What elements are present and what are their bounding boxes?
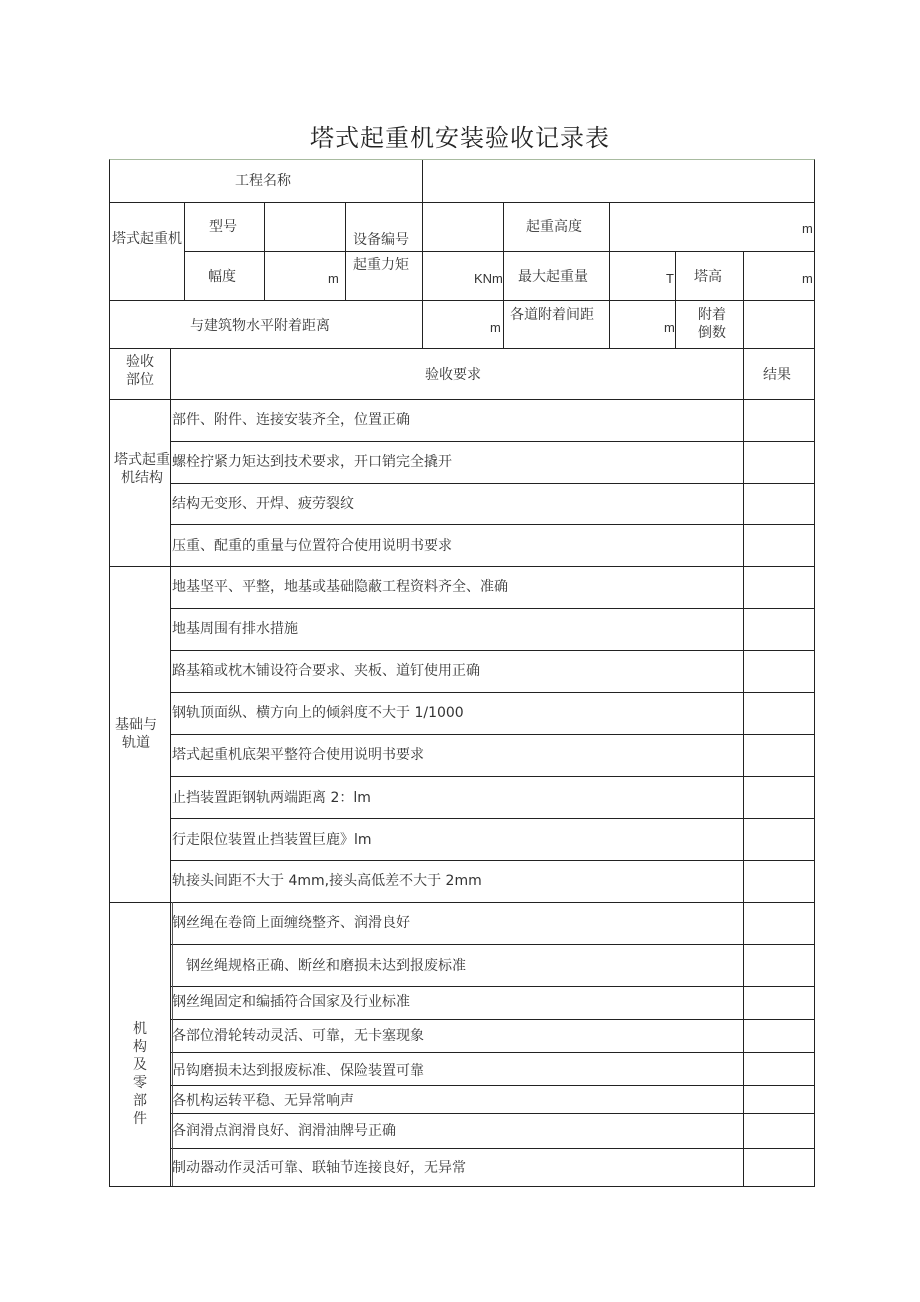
- requirement-item: 钢丝绳规格正确、断丝和磨损未达到报废标准: [186, 958, 466, 974]
- section-name: 基础与轨道: [115, 717, 157, 751]
- requirement-item: 压重、配重的重量与位置符合使用说明书要求: [172, 538, 452, 554]
- requirement-item: 钢丝绳在卷筒上面缠绕整齐、润滑良好: [172, 915, 410, 931]
- equipment-no-label: 设备编号: [353, 232, 409, 248]
- inspection-table: [109, 159, 815, 1187]
- requirement-item: 吊钩磨损未达到报废标准、保险装置可靠: [172, 1063, 424, 1079]
- lift-height-unit: m: [802, 221, 813, 236]
- attach-spacing-label: 各道附着间距: [510, 307, 594, 323]
- moment-label: 起重力矩: [353, 257, 409, 273]
- requirement-item: 各机构运转平稳、无异常响声: [172, 1093, 354, 1109]
- model-label: 型号: [209, 219, 237, 235]
- requirement-item: 螺栓拧紧力矩达到技术要求，开口销完全撬开: [172, 454, 452, 470]
- requirement-item: 止挡装置距钢轨两端距离 2：lm: [172, 790, 371, 806]
- col-requirement-header: 验收要求: [425, 367, 481, 383]
- lift-height-label: 起重高度: [526, 219, 582, 235]
- requirement-item: 钢丝绳固定和编插符合国家及行业标准: [172, 994, 410, 1010]
- requirement-item: 制动器动作灵活可靠、联轴节连接良好，无异常: [172, 1160, 466, 1176]
- radius-unit: m: [328, 271, 339, 286]
- col-result-header: 结果: [763, 367, 791, 383]
- section-name: 塔式起重机结构: [114, 452, 170, 486]
- requirement-item: 塔式起重机底架平整符合使用说明书要求: [172, 747, 424, 763]
- model-value[interactable]: [270, 218, 340, 238]
- section-name: 机构及零部件: [133, 1021, 161, 1127]
- project-name-label: 工程名称: [235, 173, 291, 189]
- attach-distance-label: 与建筑物水平附着距离: [190, 318, 330, 334]
- requirement-item: 行走限位装置止挡装置巨鹿》lm: [172, 832, 372, 848]
- requirement-item: 部件、附件、连接安装齐全，位置正确: [172, 412, 410, 428]
- requirement-item: 各部位滑轮转动灵活、可靠，无卡塞现象: [172, 1028, 424, 1044]
- requirement-item: 钢轨顶面纵、横方向上的倾斜度不大于 1/1000: [172, 705, 464, 721]
- tower-height-unit: m: [802, 271, 813, 286]
- requirement-item: 地基周围有排水措施: [172, 621, 298, 637]
- attach-count-label: 附着倒数: [698, 307, 726, 341]
- equipment-no-value[interactable]: [428, 218, 498, 238]
- max-load-unit: T: [666, 271, 674, 286]
- requirement-item: 结构无变形、开焊、疲劳裂纹: [172, 496, 354, 512]
- radius-label: 幅度: [208, 269, 236, 285]
- moment-unit: KNm: [474, 271, 503, 286]
- requirement-item: 轨接头间距不大于 4mm,接头高低差不大于 2mm: [172, 873, 482, 889]
- col-part-header: 验收部位: [126, 354, 154, 388]
- crane-label: 塔式起重机: [112, 231, 182, 247]
- requirement-item: 地基坚平、平整，地基或基础隐蔽工程资料齐全、准确: [172, 579, 508, 595]
- page-title: 塔式起重机安装验收记录表: [310, 124, 610, 152]
- max-load-label: 最大起重量: [518, 269, 588, 285]
- tower-height-label: 塔高: [694, 269, 722, 285]
- attach-spacing-unit: m: [664, 320, 675, 335]
- attach-distance-unit: m: [490, 320, 501, 335]
- requirement-item: 路基箱或枕木铺设符合要求、夹板、道钉使用正确: [172, 663, 480, 679]
- requirement-item: 各润滑点润滑良好、润滑油牌号正确: [172, 1123, 396, 1139]
